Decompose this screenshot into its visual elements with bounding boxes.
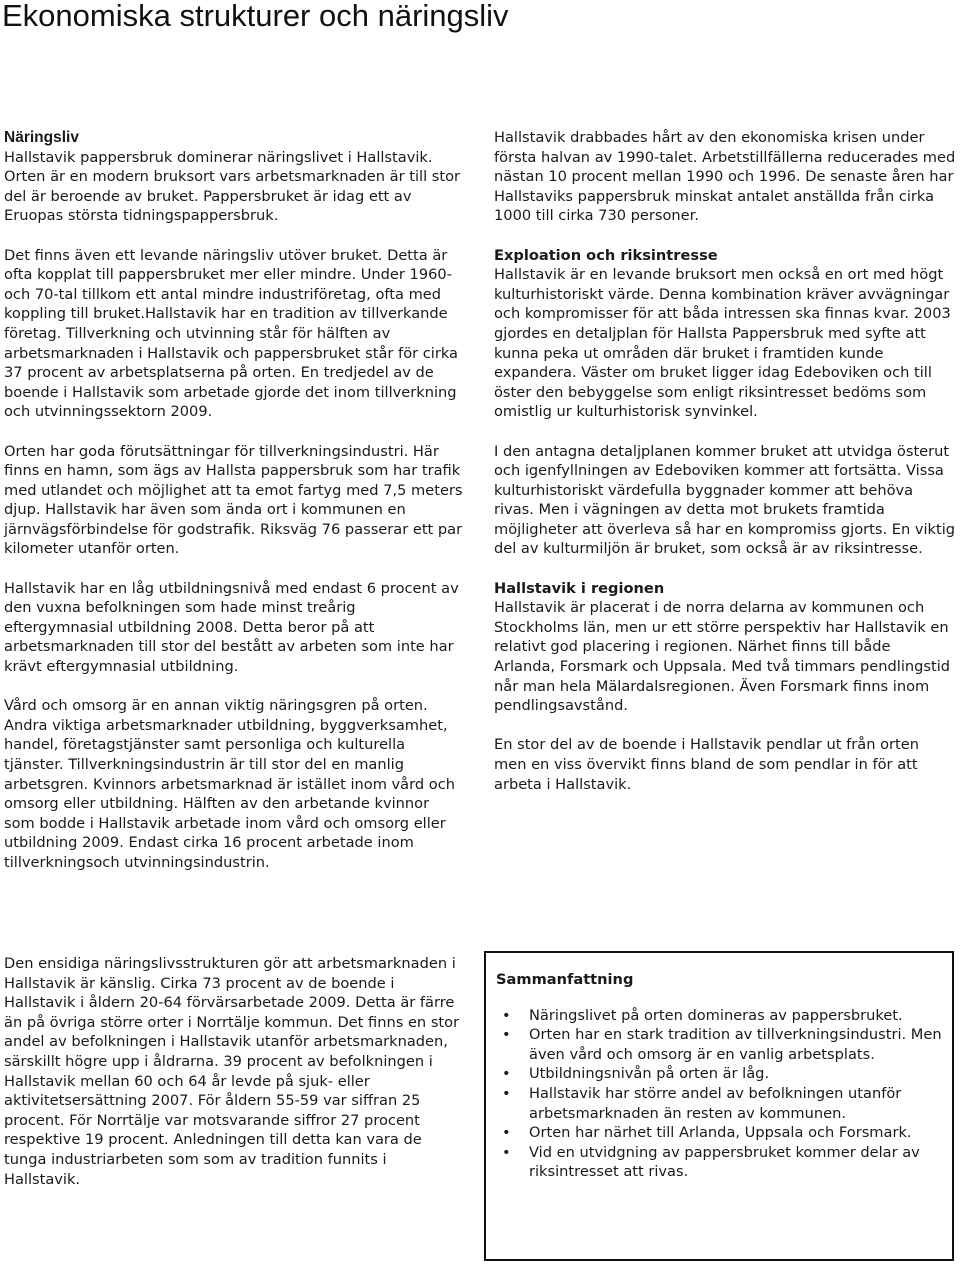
summary-item: • Näringslivet på orten domineras av pappersbruket. — [496, 1006, 948, 1026]
section-heading-naringsliv: Näringsliv — [4, 129, 79, 146]
paragraph: Den ensidiga näringslivsstrukturen gör att arbetsmarknaden i Hallstavik är känslig. Cirka 73 procent av de boende i Hallstavik i åldern 20-64 förvärsarbetade 2009. Detta är färre än på övriga större orter i Norrtälje kommun. Det finns en stor andel av befolkningen i Hallstavik utanför arbetsmarknaden, särskillt högre upp i åldrarna. 39 procent av befolkningen i Hallstavik mellan 60 och 64 år levde på sjuk- eller aktivitetsersättning 2007. För åldern 55-59 var siffran 25 procent. För Norrtälje var motsvarande siffror 27 procent respektive 19 procent. Anledningen till detta kan vara de tunga industriarbeten som som av tradition funnits i Hallstavik. — [4, 955, 460, 1188]
paragraph: Orten har goda förutsättningar för tillverkningsindustri. Här finns en hamn, som ägs av Hallsta pappersbruk som har trafik med utlandet och möjlighet att ta emot fartyg med 7,5 meters djup. Hallstavik har även som ända ort i kommunen en järnvägsförbindelse för godstrafik. Riksväg 76 passerar ett par kilometer utanför orten. — [4, 442, 463, 558]
summary-item: • Hallstavik har större andel av befolkningen utanför arbetsmarknaden än resten av kommunen. — [496, 1084, 948, 1123]
summary-item: • Orten har en stark tradition av tillverkningsindustri. Men även vård och omsorg är en vanlig arbetsplats. — [496, 1025, 948, 1064]
paragraph: En stor del av de boende i Hallstavik pendlar ut från orten men en viss övervikt finns bland de som pendlar in för att arbeta i Hallstavik. — [494, 736, 919, 793]
paragraph: Hallstavik är placerat i de norra delarna av kommunen och Stockholms län, men ur ett större perspektiv har Hallstavik en relativt god placering i regionen. Närhet finns till både Arlanda, Forsmark och Uppsala. Med två timmars pendlingstid når man hela Mälardalsregionen. Även Forsmark finns inom pendlingsavstånd. — [494, 599, 951, 715]
paragraph: Hallstavik är en levande bruksort men också en ort med högt kulturhistoriskt värde. Denna kombination kräver avvägningar och kompromisser för att båda intressen ska finnas kvar. 2003 gjordes en detaljplan för Hallsta Pappersbruk med syfte att kunna peka ut områden där bruket i framtiden kunde expandera. Väster om bruket ligger idag Edeboviken och till öster den bebyggelse som enligt riksintresset bedöms som omistlig ur kulturhistorisk synvinkel. — [494, 266, 951, 421]
paragraph: Hallstavik har en låg utbildningsnivå med endast 6 procent av den vuxna befolkningen som hade minst treårig eftergymnasial utbildning 2008. Detta beror på att arbetsmarknaden till stor del bestått av arbeten som inte har krävt eftergymnasial utbildning. — [4, 579, 459, 676]
summary-heading: Sammanfattning — [496, 971, 634, 988]
page-title: Ekonomiska strukturer och näringsliv — [2, 0, 509, 33]
section-heading-exploation: Exploation och riksintresse — [494, 246, 718, 264]
summary-box — [484, 951, 954, 1261]
summary-item: • Vid en utvidgning av pappersbruket kommer delar av riksintresset att rivas. — [496, 1143, 948, 1182]
paragraph: Vård och omsorg är en annan viktig näringsgren på orten. Andra viktiga arbetsmarknader utbildning, byggverksamhet, handel, företagstjänster samt personliga och kulturella tjänster. Tillverkningsindustrin är till stor del en manlig arbetsgren. Kvinnors arbetsmarknad är istället inom vård och omsorg eller utbildning. Hälften av den arbetande kvinnor som bodde i Hallstavik arbetade inom vård och omsorg eller utbildning 2009. Endast cirka 16 procent arbetade inom tillverkningsoch utvinningsindustrin. — [4, 697, 455, 871]
left-column — [4, 128, 464, 873]
summary-item: • Orten har närhet till Arlanda, Uppsala och Forsmark. — [496, 1123, 948, 1143]
left-bottom-text — [4, 954, 466, 1189]
summary-item: • Utbildningsnivån på orten är låg. — [496, 1064, 948, 1084]
paragraph: Hallstavik drabbades hårt av den ekonomiska krisen under första halvan av 1990-talet. Arbetstillfällerna reducerades med nästan 10 procent mellan 1990 och 1996. De senaste åren har Hallstaviks pappersbruk minskat antalet anställda från cirka 1000 till cirka 730 personer. — [494, 129, 956, 225]
summary-list — [496, 1006, 948, 1182]
section-heading-regionen: Hallstavik i regionen — [494, 579, 665, 597]
paragraph: Det finns även ett levande näringsliv utöver bruket. Detta är ofta kopplat till pappersbruket mer eller mindre. Under 1960- och 70-tal tillkom ett antal mindre industriföretag, ofta med koppling till bruket.Hallstavik har en tradition av tillverkande företag. Tillverkning och utvinning står för hälften av arbetsmarknaden i Hallstavik och pappersbruket står för cirka 37 procent av arbetsplatserna på orten. En tredjedel av de boende i Hallstavik som arbetade gjorde det inom tillverkning och utvinningssektorn 2009. — [4, 246, 458, 421]
paragraph: I den antagna detaljplanen kommer bruket att utvidga österut och igenfyllningen av Edeboviken kommer att fortsätta. Vissa kulturhistoriskt värdefulla byggnader kommer att behöva rivas. Men i vägningen av detta mot brukets framtida möjligheter att överleva så har en kompromiss gjorts. En viktig del av kulturmiljön är bruket, som också är av riksintresse. — [494, 442, 956, 558]
paragraph: Hallstavik pappersbruk dominerar näringslivet i Hallstavik. Orten är en modern bruksort vars arbetsmarknaden är till stor del är beroende av bruket. Pappersbruket är idag ett av Eruopas största tidningspappersbruk. — [4, 148, 461, 225]
right-column — [494, 128, 956, 794]
